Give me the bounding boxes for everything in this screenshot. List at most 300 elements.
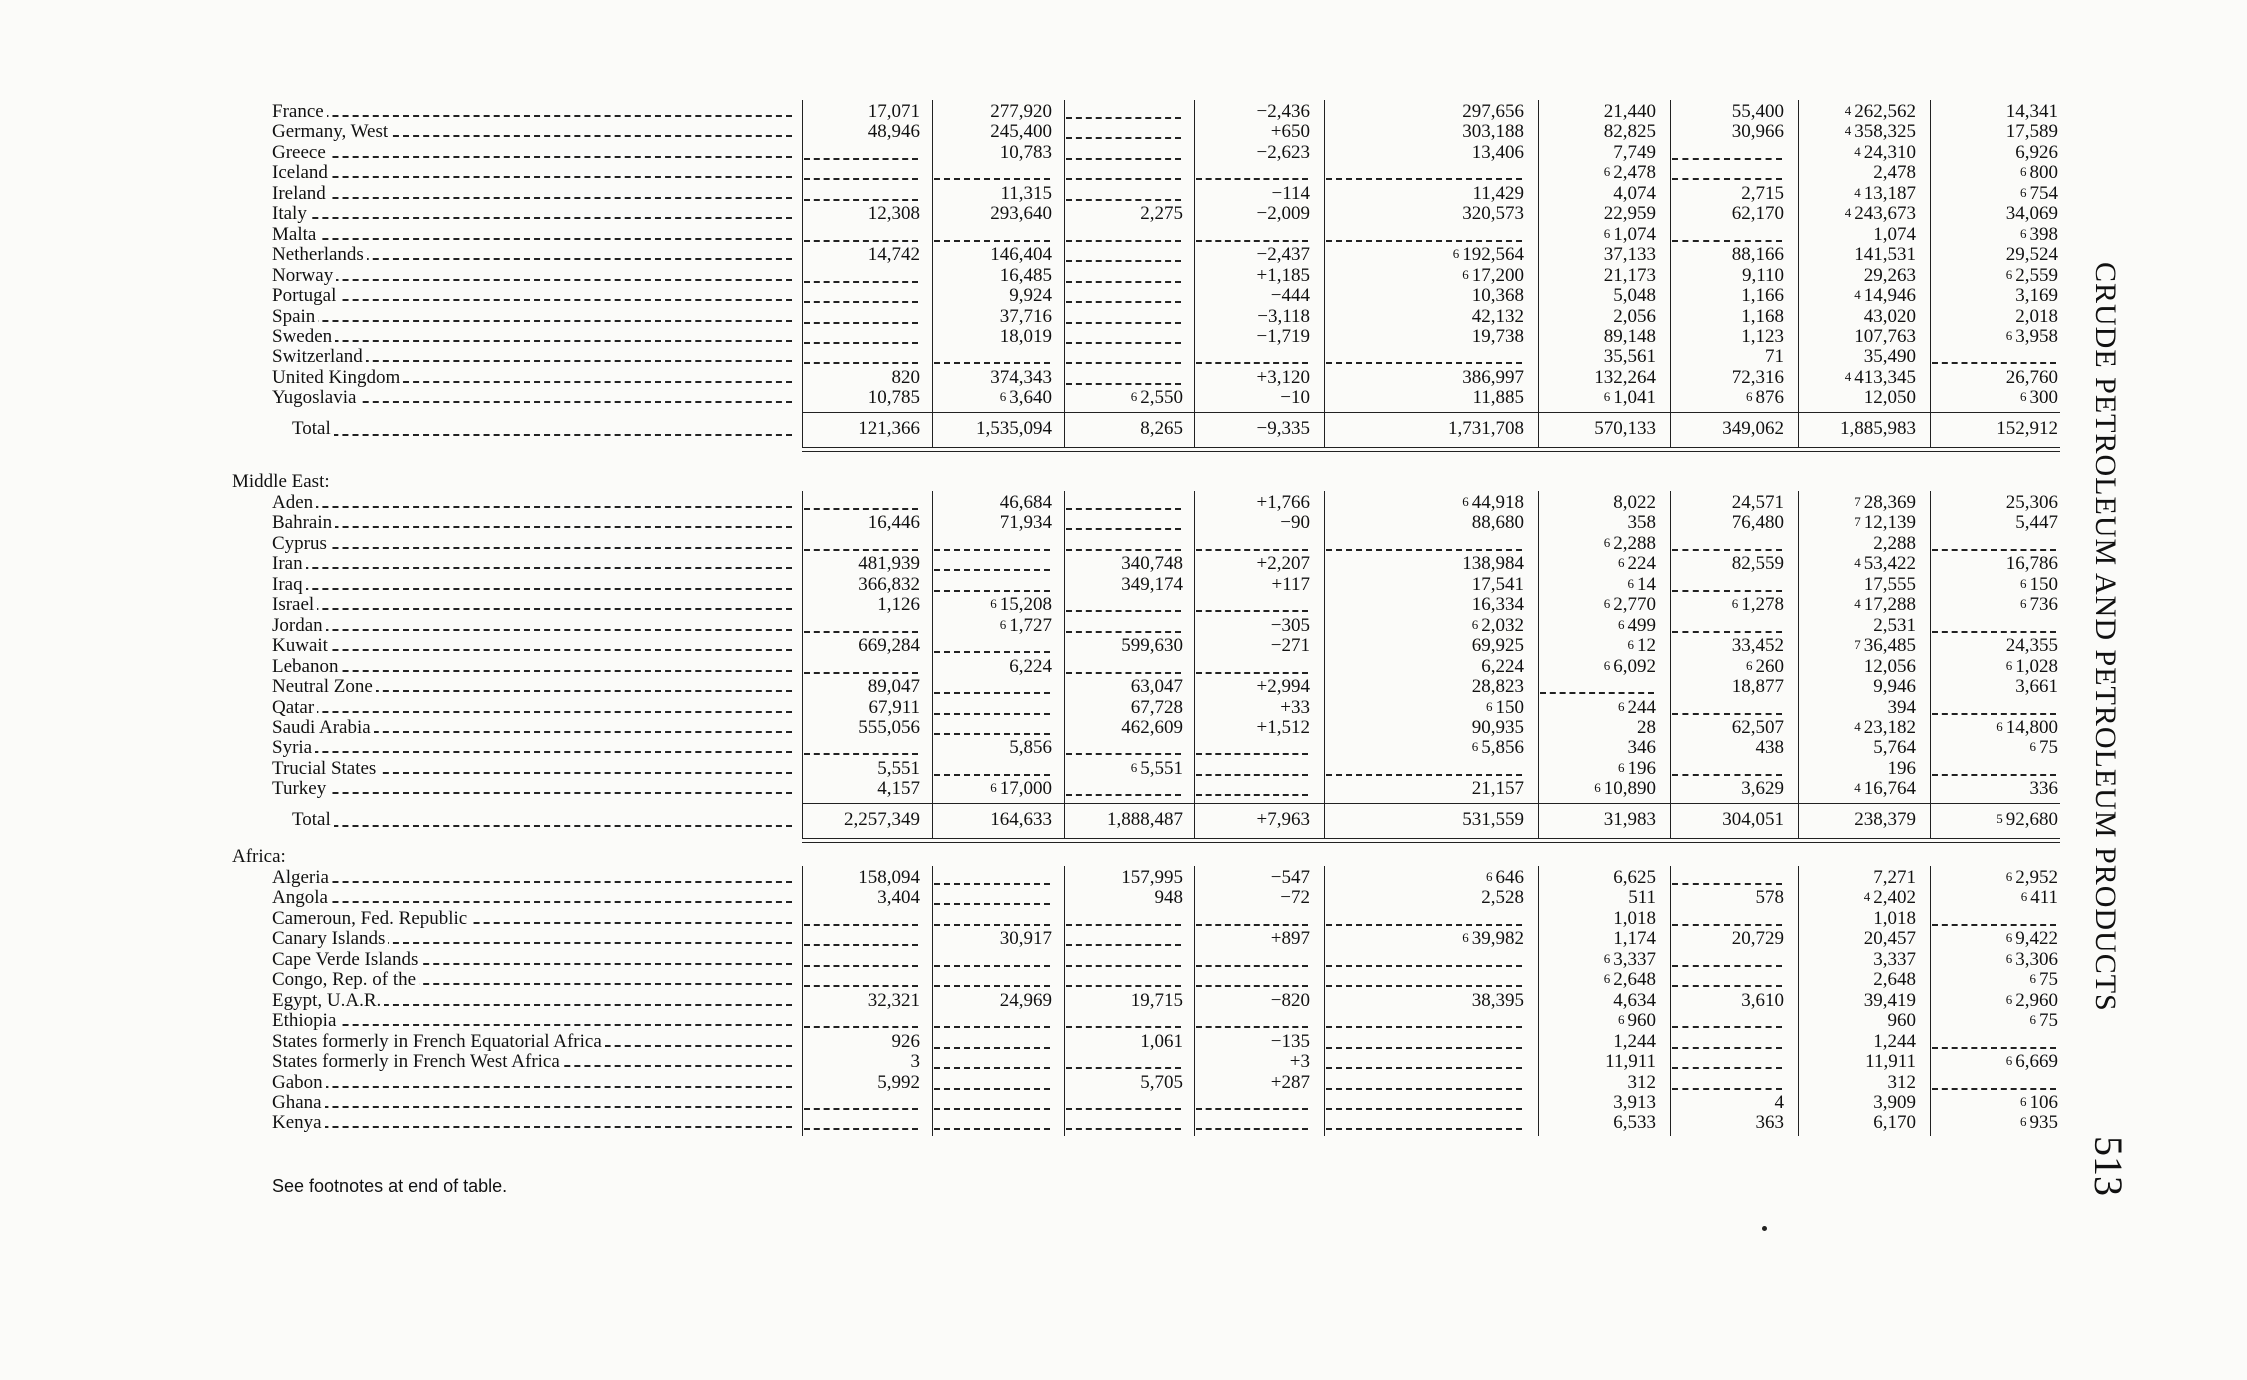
footnote-marker: 6	[2020, 164, 2027, 179]
table-cell	[1538, 225, 1656, 244]
column-rule	[1670, 100, 1671, 409]
cell-value: 6,092	[1613, 656, 1656, 677]
table-cell	[1194, 307, 1310, 326]
row-label	[272, 657, 792, 676]
table-cell	[1930, 991, 2058, 1010]
cell-value: 1,535,094	[976, 418, 1052, 439]
table-cell	[1538, 327, 1656, 346]
cell-value: 1,028	[2015, 656, 2058, 677]
footnote-marker: 6	[2020, 576, 2027, 591]
rule-line	[802, 842, 2060, 843]
cell-value: 6,170	[1873, 1112, 1916, 1133]
cell-value: 6,669	[2015, 1051, 2058, 1072]
cell-value: 2,715	[1741, 183, 1784, 204]
empty-cell-leader	[1196, 774, 1308, 776]
cell-value: 17,555	[1863, 574, 1916, 595]
row-label-text: Gabon	[272, 1073, 326, 1092]
empty-cell-leader	[1196, 610, 1308, 612]
cell-value: 320,573	[1462, 203, 1524, 224]
empty-cell-leader	[1066, 924, 1181, 926]
cell-value: 28,823	[1471, 676, 1524, 697]
row-label-text: Germany, West	[272, 122, 391, 141]
cell-value: 12,056	[1863, 656, 1916, 677]
footnote-marker: 6	[2029, 739, 2036, 754]
table-cell	[1324, 554, 1524, 573]
table-cell	[932, 657, 1052, 676]
empty-cell-leader	[1672, 985, 1782, 987]
cell-value: 75	[2039, 1010, 2058, 1031]
footnote-marker: 6	[1618, 555, 1625, 570]
cell-value: 1,018	[1613, 908, 1656, 929]
row-label-text: Neutral Zone	[272, 677, 376, 696]
cell-value: +650	[1270, 121, 1310, 142]
row-label	[272, 991, 792, 1010]
table-cell	[1194, 245, 1310, 264]
total-label-text: Total	[292, 419, 334, 438]
cell-value: 31,983	[1603, 809, 1656, 830]
cell-value: 38,395	[1471, 990, 1524, 1011]
table-cell	[1798, 513, 1916, 532]
table-cell	[1930, 868, 2058, 887]
cell-value: 1,061	[1140, 1031, 1183, 1052]
cell-value: 164,633	[990, 809, 1052, 830]
row-label-text: Iceland	[272, 163, 331, 182]
table-cell	[802, 388, 920, 407]
cell-value: 26,760	[2005, 367, 2058, 388]
empty-cell-leader	[804, 985, 918, 987]
table-cell	[1930, 950, 2058, 969]
column-rule	[802, 866, 803, 1136]
cell-value: 11,911	[1865, 1051, 1916, 1072]
table-cell	[1930, 266, 2058, 285]
cell-value: 481,939	[858, 553, 920, 574]
table-cell	[1798, 738, 1916, 757]
cell-value: 69,925	[1471, 635, 1524, 656]
table-cell	[1538, 718, 1656, 737]
empty-cell-leader	[1326, 549, 1522, 551]
row-label	[272, 970, 792, 989]
rule-line	[802, 803, 2060, 804]
cell-value: 511	[1628, 887, 1656, 908]
table-cell	[1930, 929, 2058, 948]
cell-value: 555,056	[858, 717, 920, 738]
empty-cell-leader	[1932, 713, 2056, 715]
cell-value: 6,224	[1009, 656, 1052, 677]
row-label-text: Saudi Arabia	[272, 718, 374, 737]
table-cell	[1670, 122, 1784, 141]
table-cell	[1798, 1052, 1916, 1071]
row-label-text: Syria	[272, 738, 315, 757]
cell-value: 32,321	[867, 990, 920, 1011]
cell-value: 3,610	[1741, 990, 1784, 1011]
empty-cell-leader	[804, 965, 918, 967]
table-cell	[1538, 616, 1656, 635]
empty-cell-leader	[934, 178, 1050, 180]
empty-cell-leader	[1066, 199, 1181, 201]
cell-value: 150	[2029, 574, 2058, 595]
table-cell	[1798, 347, 1916, 366]
row-label-text: Yugoslavia	[272, 388, 359, 407]
cell-value: 5,447	[2015, 512, 2058, 533]
table-cell	[1194, 184, 1310, 203]
empty-cell-leader	[934, 362, 1050, 364]
table-cell	[802, 1073, 920, 1092]
empty-cell-leader	[804, 158, 918, 160]
cell-value: 5,551	[1140, 758, 1183, 779]
table-cell	[802, 1032, 920, 1051]
table-cell	[1670, 595, 1784, 614]
cell-value: 960	[1627, 1010, 1656, 1031]
region-heading: Middle East:	[232, 471, 330, 492]
cell-value: 303,188	[1462, 121, 1524, 142]
cell-value: 14,341	[2005, 101, 2058, 122]
table-cell	[1324, 388, 1524, 407]
table-cell	[932, 286, 1052, 305]
row-label	[272, 595, 792, 614]
table-cell	[1670, 368, 1784, 387]
table-cell	[1798, 368, 1916, 387]
table-cell	[1798, 102, 1916, 121]
table-cell	[1670, 636, 1784, 655]
table-cell	[1930, 225, 2058, 244]
table-cell	[1064, 575, 1183, 594]
cell-value: 19,738	[1471, 326, 1524, 347]
row-label-text: Jordan	[272, 616, 326, 635]
table-cell	[1064, 388, 1183, 407]
empty-cell-leader	[1932, 774, 2056, 776]
row-label-text: Algeria	[272, 868, 332, 887]
cell-value: 960	[1887, 1010, 1916, 1031]
cell-value: 3,661	[2015, 676, 2058, 697]
empty-cell-leader	[1196, 1026, 1308, 1028]
table-cell	[1538, 698, 1656, 717]
empty-cell-leader	[1196, 794, 1308, 796]
cell-value: 11,911	[1605, 1051, 1656, 1072]
empty-cell-leader	[1326, 985, 1522, 987]
running-head: CRUDE PETROLEUM AND PETROLEUM PRODUCTS	[2089, 262, 2122, 1012]
cell-value: 9,422	[2015, 928, 2058, 949]
table-cell	[1538, 307, 1656, 326]
empty-cell-leader	[804, 924, 918, 926]
column-rule	[1538, 866, 1539, 1136]
table-cell	[1194, 888, 1310, 907]
row-label	[272, 122, 792, 141]
row-label	[272, 888, 792, 907]
table-cell	[1798, 1011, 1916, 1030]
cell-value: 121,366	[858, 418, 920, 439]
row-label	[272, 868, 792, 887]
footnote-marker: 4	[1844, 103, 1852, 118]
cell-value: 2,032	[1481, 615, 1524, 636]
table-cell	[932, 779, 1052, 798]
empty-cell-leader	[1066, 549, 1181, 551]
empty-cell-leader	[934, 903, 1050, 905]
empty-cell-leader	[1066, 944, 1181, 946]
table-cell	[1538, 388, 1656, 407]
cell-value: −114	[1271, 183, 1310, 204]
cell-value: 16,786	[2005, 553, 2058, 574]
footnote-marker: 6	[2029, 1012, 2036, 1027]
cell-value: 2,648	[1873, 969, 1916, 990]
cell-value: 438	[1755, 737, 1784, 758]
footnote-marker: 7	[1854, 637, 1861, 652]
cell-value: 106	[2029, 1092, 2058, 1113]
table-cell	[1798, 143, 1916, 162]
table-cell	[1194, 810, 1310, 829]
table-cell	[1798, 554, 1916, 573]
table-cell	[1064, 810, 1183, 829]
cell-value: +117	[1271, 574, 1310, 595]
cell-value: 88,680	[1471, 512, 1524, 533]
table-cell	[1798, 909, 1916, 928]
row-label-text: Egypt, U.A.R.	[272, 991, 384, 1010]
ink-speck	[1762, 1226, 1767, 1231]
table-cell	[1538, 868, 1656, 887]
table-cell	[1670, 991, 1784, 1010]
table-cell	[1538, 970, 1656, 989]
empty-cell-leader	[1932, 631, 2056, 633]
row-label	[272, 1093, 792, 1112]
empty-cell-leader	[1672, 549, 1782, 551]
cell-value: 4,074	[1613, 183, 1656, 204]
cell-value: 2,952	[2015, 867, 2058, 888]
cell-value: 21,440	[1603, 101, 1656, 122]
footnote-marker: 6	[990, 780, 997, 795]
table-cell	[1324, 779, 1524, 798]
cell-value: 42,132	[1471, 306, 1524, 327]
cell-value: 44,918	[1471, 492, 1524, 513]
footnote-marker: 6	[1618, 1012, 1625, 1027]
empty-cell-leader	[1326, 1108, 1522, 1110]
table-cell	[1194, 286, 1310, 305]
row-label	[272, 368, 792, 387]
table-cell	[1538, 909, 1656, 928]
table-cell	[1538, 347, 1656, 366]
table-cell	[1064, 718, 1183, 737]
column-rule	[1324, 100, 1325, 409]
empty-cell-leader	[1066, 794, 1181, 796]
cell-value: 531,559	[1462, 809, 1524, 830]
table-cell	[1798, 779, 1916, 798]
rule-line	[802, 412, 2060, 413]
empty-cell-leader	[1672, 924, 1782, 926]
table-cell	[1194, 513, 1310, 532]
cell-value: 3,958	[2015, 326, 2058, 347]
cell-value: +3,120	[1256, 367, 1310, 388]
empty-cell-leader	[1196, 1128, 1308, 1130]
row-label-text: Netherlands	[272, 245, 367, 264]
cell-value: 48,946	[867, 121, 920, 142]
empty-cell-leader	[934, 549, 1050, 551]
row-label-text: States formerly in French West Africa	[272, 1052, 563, 1071]
row-label	[272, 143, 792, 162]
table-cell	[932, 184, 1052, 203]
table-cell	[1670, 204, 1784, 223]
footnote-marker: 6	[1746, 658, 1753, 673]
cell-value: 17,000	[999, 778, 1052, 799]
table-cell	[1194, 554, 1310, 573]
cell-value: −547	[1270, 867, 1310, 888]
table-cell	[932, 102, 1052, 121]
column-rule	[1670, 866, 1671, 1136]
empty-cell-leader	[1196, 965, 1308, 967]
cell-value: 1,166	[1741, 285, 1784, 306]
empty-cell-leader	[1066, 985, 1181, 987]
table-cell	[1324, 991, 1524, 1010]
cell-value: 17,288	[1863, 594, 1916, 615]
table-cell	[1538, 779, 1656, 798]
table-cell	[1064, 636, 1183, 655]
cell-value: 29,263	[1863, 265, 1916, 286]
footnote-marker: 6	[1603, 971, 1611, 986]
cell-value: 1,168	[1741, 306, 1784, 327]
table-cell	[1670, 1093, 1784, 1112]
total-label	[292, 810, 792, 829]
cell-value: 312	[1887, 1072, 1916, 1093]
row-label-text: Cape Verde Islands	[272, 950, 421, 969]
footnote-marker: 6	[1618, 699, 1625, 714]
cell-value: 92,680	[2005, 809, 2058, 830]
cell-value: 346	[1627, 737, 1656, 758]
cell-value: 12,139	[1863, 512, 1916, 533]
table-cell	[1064, 759, 1183, 778]
row-label-text: Kenya	[272, 1113, 325, 1132]
table-cell	[1538, 595, 1656, 614]
row-label-text: Iran	[272, 554, 306, 573]
footnote-marker: 4	[1854, 185, 1861, 200]
table-cell	[1798, 266, 1916, 285]
table-cell	[1670, 554, 1784, 573]
table-cell	[1538, 1073, 1656, 1092]
empty-cell-leader	[804, 240, 918, 242]
table-cell	[1538, 1032, 1656, 1051]
cell-value: 20,457	[1863, 928, 1916, 949]
table-cell	[932, 245, 1052, 264]
empty-cell-leader	[1066, 1128, 1181, 1130]
empty-cell-leader	[1672, 1026, 1782, 1028]
column-rule	[1064, 866, 1065, 1136]
column-rule	[802, 100, 803, 409]
table-cell	[1194, 368, 1310, 387]
table-cell	[1670, 266, 1784, 285]
table-cell	[1324, 204, 1524, 223]
table-cell	[1798, 419, 1916, 438]
empty-cell-leader	[1672, 178, 1782, 180]
cell-value: 132,264	[1594, 367, 1656, 388]
empty-cell-leader	[1066, 753, 1181, 755]
table-cell	[932, 204, 1052, 223]
empty-cell-leader	[1066, 301, 1181, 303]
cell-value: 63,047	[1130, 676, 1183, 697]
cell-value: 152,912	[1996, 418, 2058, 439]
row-label	[272, 779, 792, 798]
cell-value: 71,934	[999, 512, 1052, 533]
cell-value: 28	[1637, 717, 1656, 738]
cell-value: 1,074	[1873, 224, 1916, 245]
cell-value: 17,071	[867, 101, 920, 122]
empty-cell-leader	[1196, 549, 1308, 551]
table-cell	[1930, 779, 2058, 798]
cell-value: 9,924	[1009, 285, 1052, 306]
row-label	[272, 616, 792, 635]
table-cell	[1670, 245, 1784, 264]
table-cell	[1064, 1032, 1183, 1051]
table-cell	[932, 493, 1052, 512]
empty-cell-leader	[804, 178, 918, 180]
table-cell	[1538, 759, 1656, 778]
row-label	[272, 698, 792, 717]
table-cell	[1194, 143, 1310, 162]
cell-value: 6,224	[1481, 656, 1524, 677]
cell-value: 19,715	[1130, 990, 1183, 1011]
cell-value: 2,275	[1140, 203, 1183, 224]
table-cell	[1538, 368, 1656, 387]
cell-value: 24,310	[1863, 142, 1916, 163]
row-label	[272, 950, 792, 969]
footnote-marker: 6	[1452, 246, 1460, 261]
column-rule	[1798, 866, 1799, 1136]
cell-value: 16,334	[1471, 594, 1524, 615]
empty-cell-leader	[934, 985, 1050, 987]
footnote-marker: 6	[1627, 637, 1634, 652]
footnote-marker: 6	[1462, 267, 1469, 282]
table-cell	[1324, 122, 1524, 141]
empty-cell-leader	[1326, 965, 1522, 967]
table-cell	[1670, 493, 1784, 512]
table-cell	[1930, 143, 2058, 162]
table-cell	[1798, 163, 1916, 182]
cell-value: +3	[1289, 1051, 1310, 1072]
table-cell	[1324, 102, 1524, 121]
cell-value: 196	[1627, 758, 1656, 779]
table-cell	[1930, 1093, 2058, 1112]
table-cell	[1798, 388, 1916, 407]
empty-cell-leader	[1196, 672, 1308, 674]
table-cell	[1670, 513, 1784, 532]
table-cell	[1798, 307, 1916, 326]
table-cell	[1194, 718, 1310, 737]
cell-value: 336	[2029, 778, 2058, 799]
table-cell	[1798, 810, 1916, 829]
cell-value: 2,528	[1481, 887, 1524, 908]
empty-cell-leader	[934, 883, 1050, 885]
table-cell	[1930, 738, 2058, 757]
total-label	[292, 419, 792, 438]
table-cell	[1324, 595, 1524, 614]
row-label-text: Congo, Rep. of the	[272, 970, 419, 989]
empty-cell-leader	[934, 965, 1050, 967]
table-cell	[1194, 102, 1310, 121]
table-cell	[802, 636, 920, 655]
table-cell	[1324, 575, 1524, 594]
table-cell	[1798, 759, 1916, 778]
table-cell	[1930, 1052, 2058, 1071]
table-cell	[1930, 970, 2058, 989]
cell-value: 2,550	[1140, 387, 1183, 408]
table-cell	[1324, 286, 1524, 305]
cell-value: 10,890	[1603, 778, 1656, 799]
footnote-marker: 4	[1844, 123, 1852, 138]
empty-cell-leader	[1326, 240, 1522, 242]
empty-cell-leader	[934, 774, 1050, 776]
footnote-reference: See footnotes at end of table.	[272, 1176, 508, 1196]
column-rule	[932, 100, 933, 409]
table-cell	[1538, 991, 1656, 1010]
cell-value: 1,018	[1873, 908, 1916, 929]
footnote-marker: 6	[1603, 226, 1611, 241]
row-label	[272, 534, 792, 553]
cell-value: 6,533	[1613, 1112, 1656, 1133]
